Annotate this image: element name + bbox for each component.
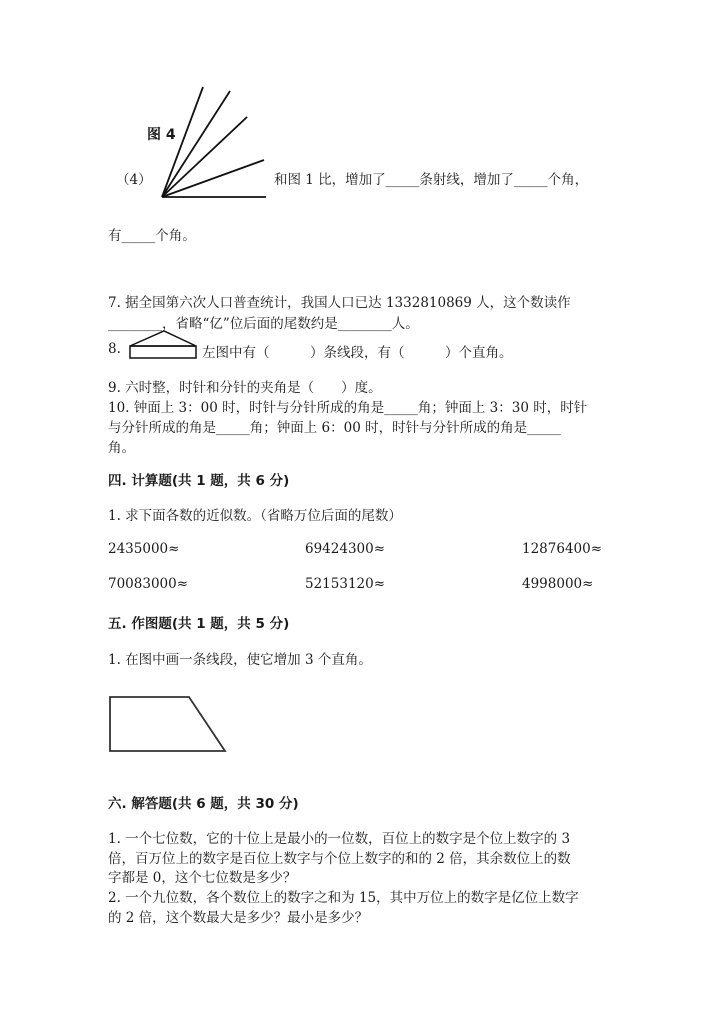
figure-4-label: 图 4 [147,127,176,143]
section-6-title: 六. 解答题(共 6 题，共 30 分) [108,796,299,812]
approx-item-4: 70083000≈ [108,576,189,592]
section-5-title: 五. 作图题(共 1 题，共 5 分) [108,616,290,632]
section-6-q1-line1: 1. 一个七位数，它的十位上是最小的一位数，百位上的数字是个位上数字的 3 [108,831,571,847]
approx-item-2: 69424300≈ [305,541,386,557]
question-7-line1: 7. 据全国第六次人口普查统计，我国人口已达 1332810869 人，这个数读作 [108,295,571,311]
section-6-q1-line2: 倍，百万位上的数字是百位上数字与个位上数字的和的 2 倍，其余数位上的数 [108,851,571,867]
section-6-q1-line3: 字都是 0，这个七位数是多少？ [108,870,297,886]
question-8-text: 左图中有（ ）条线段，有（ ）个直角。 [202,345,513,361]
question-10-line1: 10. 钟面上 3：00 时，时针与分针所成的角是_____角；钟面上 3：30 时，时针 [108,400,588,416]
question-10-line2: 与分针所成的角是_____角；钟面上 6：00 时，时针与分针所成的角是_____ [108,420,561,436]
section-6-q2-line1: 2. 一个九位数，各个数位上的数字之和为 15，其中万位上的数字是亿位上数字 [108,890,579,906]
approx-item-3: 12876400≈ [522,541,603,557]
question-4-text: 和图 1 比，增加了_____条射线，增加了_____个角， [274,172,589,188]
question-10-line3: 角。 [108,440,135,456]
approx-item-1: 2435000≈ [108,541,180,557]
question-8-number: 8. [108,341,121,357]
approx-item-5: 52153120≈ [305,576,386,592]
section-4-title: 四. 计算题(共 1 题，共 6 分) [108,473,290,489]
section-5-question-1: 1. 在图中画一条线段，使它增加 3 个直角。 [108,652,372,668]
question-7-line2: ________，省略“亿”位后面的尾数约是________人。 [108,316,419,332]
question-4-text-cont: 有_____个角。 [108,228,196,244]
approx-item-6: 4998000≈ [522,576,594,592]
section-6-q2-line2: 的 2 倍，这个数最大是多少？最小是多少？ [108,910,369,926]
section-4-question-1: 1. 求下面各数的近似数。（省略万位后面的尾数） [108,508,402,524]
question-4-number: （4） [116,172,152,188]
question-9: 9. 六时整，时针和分针的夹角是（ ）度。 [108,380,382,396]
